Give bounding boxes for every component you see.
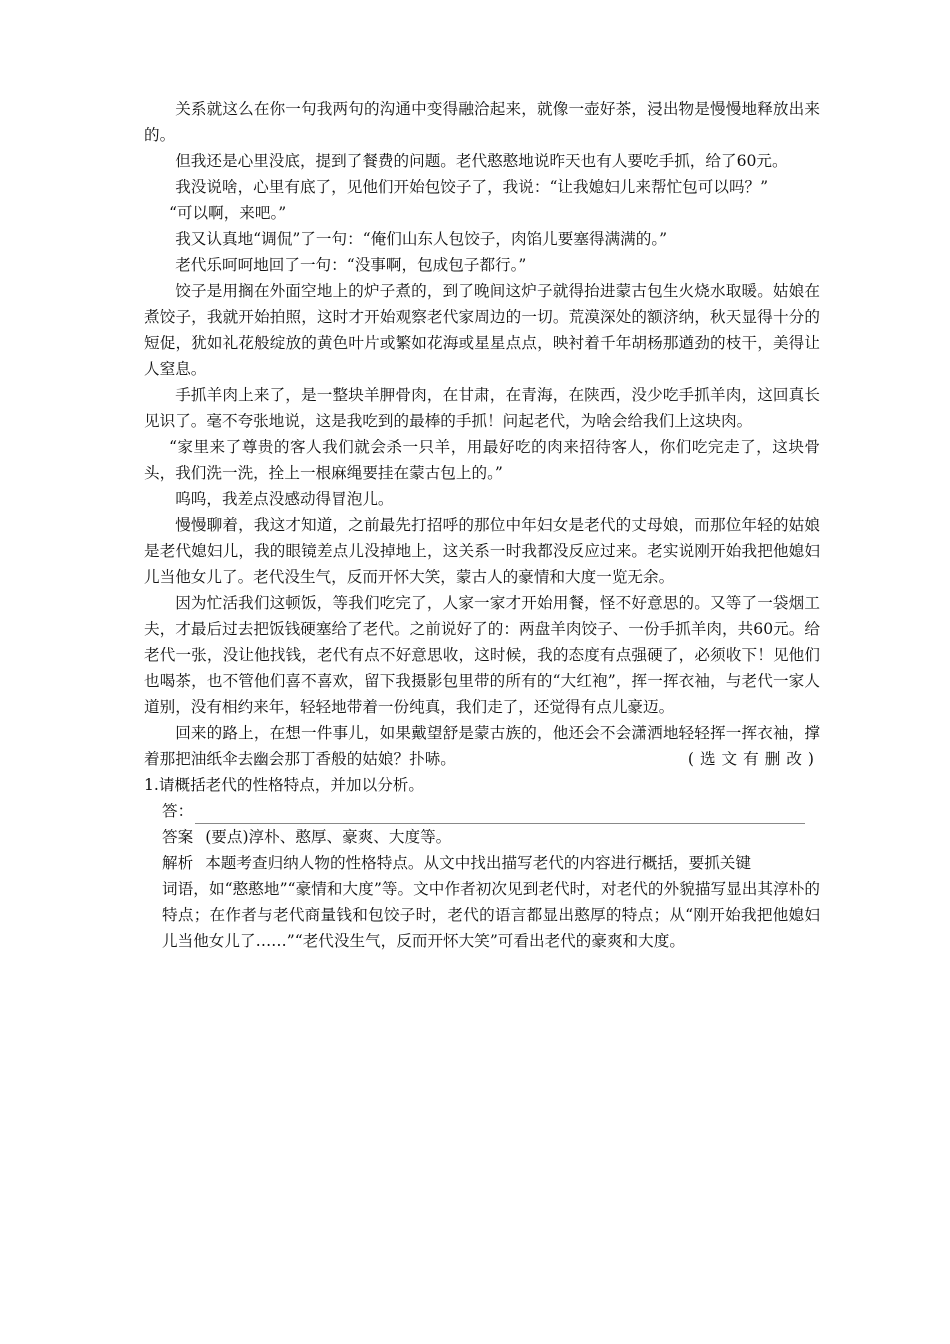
- answer-text: (要点)淳朴、憨厚、豪爽、大度等。: [205, 828, 452, 846]
- analysis-label: 解析: [162, 854, 194, 872]
- source-note: (选文有删改): [687, 750, 820, 768]
- answer-prompt: 答：: [162, 802, 194, 820]
- paragraph-3: 我没说啥，心里有底了，见他们开始包饺子了，我说：“让我媳妇儿来帮忙包可以吗？”: [175, 178, 769, 196]
- paragraph-2: 但我还是心里没底，提到了餐费的问题。老代憨憨地说昨天也有人要吃手抓，给了60元。: [175, 152, 788, 170]
- paragraph-1: 关系就这么在你一句我两句的沟通中变得融洽起来，就像一壶好茶，浸出物是慢慢地释放出来的。: [144, 100, 820, 144]
- paragraph-13-text: 回来的路上，在想一件事儿，如果戴望舒是蒙古族的，他还会不会潇洒地轻轻挥一挥衣袖，撑着那把油纸伞去幽会那丁香般的姑娘？扑哧。: [144, 724, 820, 768]
- paragraph-13: [144, 720, 820, 772]
- paragraph-4: “可以啊，来吧。”: [168, 204, 287, 222]
- analysis-section: [144, 850, 820, 876]
- article-body: [144, 96, 820, 954]
- paragraph-6: 老代乐呵呵地回了一句：“没事啊，包成包子都行。”: [175, 256, 527, 274]
- paragraph-7: 饺子是用搁在外面空地上的炉子煮的，到了晚间这炉子就得抬进蒙古包生火烧水取暖。姑娘在煮饺子，我就开始拍照，这时才开始观察老代家周边的一切。荒漠深处的额济纳，秋天显得十分的短促，犹如礼花般绽放的黄色叶片或繁如花海或星星点点，映衬着千年胡杨那遒劲的枝干，美得让人窒息。: [144, 282, 820, 378]
- question-text: 请概括老代的性格特点，并加以分析。: [158, 776, 424, 794]
- analysis-text-first: 本题考查归纳人物的性格特点。从文中找出描写老代的内容进行概括，要抓关键: [205, 854, 751, 872]
- paragraph-8: 手抓羊肉上来了，是一整块羊胛骨肉，在甘肃，在青海，在陕西，没少吃手抓羊肉，这回真长见识了。毫不夸张地说，这是我吃到的最棒的手抓！问起老代，为啥会给我们上这块肉。: [144, 386, 820, 430]
- paragraph-5: 我又认真地“调侃”了一句：“俺们山东人包饺子，肉馅儿要塞得满满的。”: [175, 230, 668, 248]
- analysis-text-rest: 词语，如“憨憨地”“豪情和大度”等。文中作者初次见到老代时，对老代的外貌描写显出其淳朴的特点；在作者与老代商量钱和包饺子时，老代的语言都显出憨厚的特点；从“刚开始我把他媳妇儿当他女儿了……”“老代没生气，反而开怀大笑”可看出老代的豪爽和大度。: [162, 880, 820, 950]
- answer-underline: [195, 807, 805, 824]
- paragraph-9: “家里来了尊贵的客人我们就会杀一只羊，用最好吃的肉来招待客人，你们吃完走了，这块骨头，我们洗一洗，拴上一根麻绳要挂在蒙古包上的。”: [144, 438, 820, 482]
- paragraph-10: 呜呜，我差点没感动得冒泡儿。: [175, 490, 394, 508]
- answer-section: [144, 824, 820, 850]
- answer-blank-line: [144, 798, 820, 824]
- paragraph-11: 慢慢聊着，我这才知道，之前最先打招呼的那位中年妇女是老代的丈母娘，而那位年轻的姑娘是老代媳妇儿，我的眼镜差点儿没掉地上，这关系一时我都没反应过来。老实说刚开始我把他媳妇儿当他女儿了。老代没生气，反而开怀大笑，蒙古人的豪情和大度一览无余。: [144, 516, 820, 586]
- answer-label: 答案: [162, 828, 194, 846]
- paragraph-12: 因为忙活我们这顿饭，等我们吃完了，人家一家才开始用餐，怪不好意思的。又等了一袋烟工夫，才最后过去把饭钱硬塞给了老代。之前说好了的：两盘羊肉饺子、一份手抓羊肉，共60元。给老代一张，没让他找钱，老代有点不好意思收，这时候，我的态度有点强硬了，必须收下！见他们也喝茶，也不管他们喜不喜欢，留下我摄影包里带的所有的“大红袍”，挥一挥衣袖，与老代一家人道别，没有相约来年，轻轻地带着一份纯真，我们走了，还觉得有点儿豪迈。: [144, 594, 820, 716]
- question-number: 1.: [144, 776, 159, 794]
- question-1: [144, 772, 820, 798]
